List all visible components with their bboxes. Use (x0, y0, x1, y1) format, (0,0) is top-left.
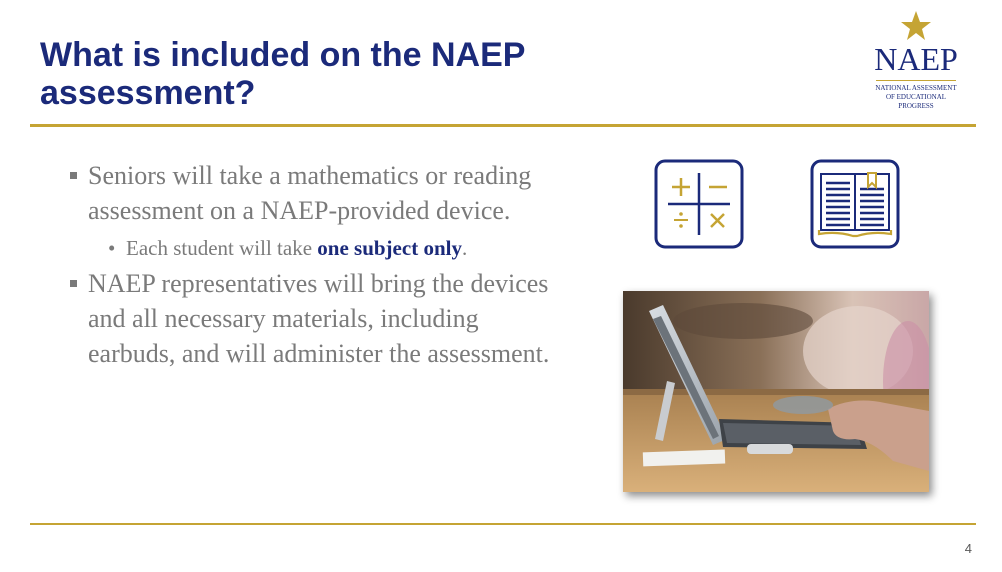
bullet-list (70, 158, 560, 377)
logo-tagline-line-1: NATIONAL ASSESSMENT (875, 84, 957, 92)
slide-title-line-2: assessment? (40, 74, 256, 112)
logo-tagline-line-3: PROGRESS (898, 102, 934, 110)
sub-bullet-emphasis: one subject only (317, 236, 462, 260)
square-bullet-icon (70, 280, 77, 287)
logo-wordmark: NAEP (874, 41, 958, 77)
slide-title-line-1: What is included on the NAEP (40, 36, 526, 74)
math-operations-icon (654, 159, 744, 249)
bullet-item (70, 266, 560, 371)
square-bullet-icon (70, 172, 77, 179)
sub-bullet-suffix: . (461, 236, 468, 260)
logo-tagline-line-2: OF EDUCATIONAL (885, 93, 947, 101)
round-bullet-icon: • (108, 236, 116, 260)
footer-divider (30, 523, 976, 525)
bullet-text: Seniors will take a mathematics or reading assessment on a NAEP-provided device. (88, 161, 532, 225)
student-laptop-photo (623, 291, 929, 492)
title-divider (30, 124, 976, 127)
naep-logo (866, 10, 970, 114)
bullet-text: NAEP representatives will bring the devices and all necessary materials, including earbuds, and will administer the assessment. (88, 269, 550, 368)
sub-bullet-prefix: Each student will take (126, 236, 318, 260)
page-number: 4 (964, 541, 972, 556)
star-icon (900, 10, 932, 42)
open-book-icon (810, 159, 900, 249)
logo-divider (876, 80, 956, 81)
sub-bullet-item (70, 234, 560, 262)
bullet-item (70, 158, 560, 228)
logo-tagline (866, 84, 966, 111)
slide-title (40, 36, 820, 112)
